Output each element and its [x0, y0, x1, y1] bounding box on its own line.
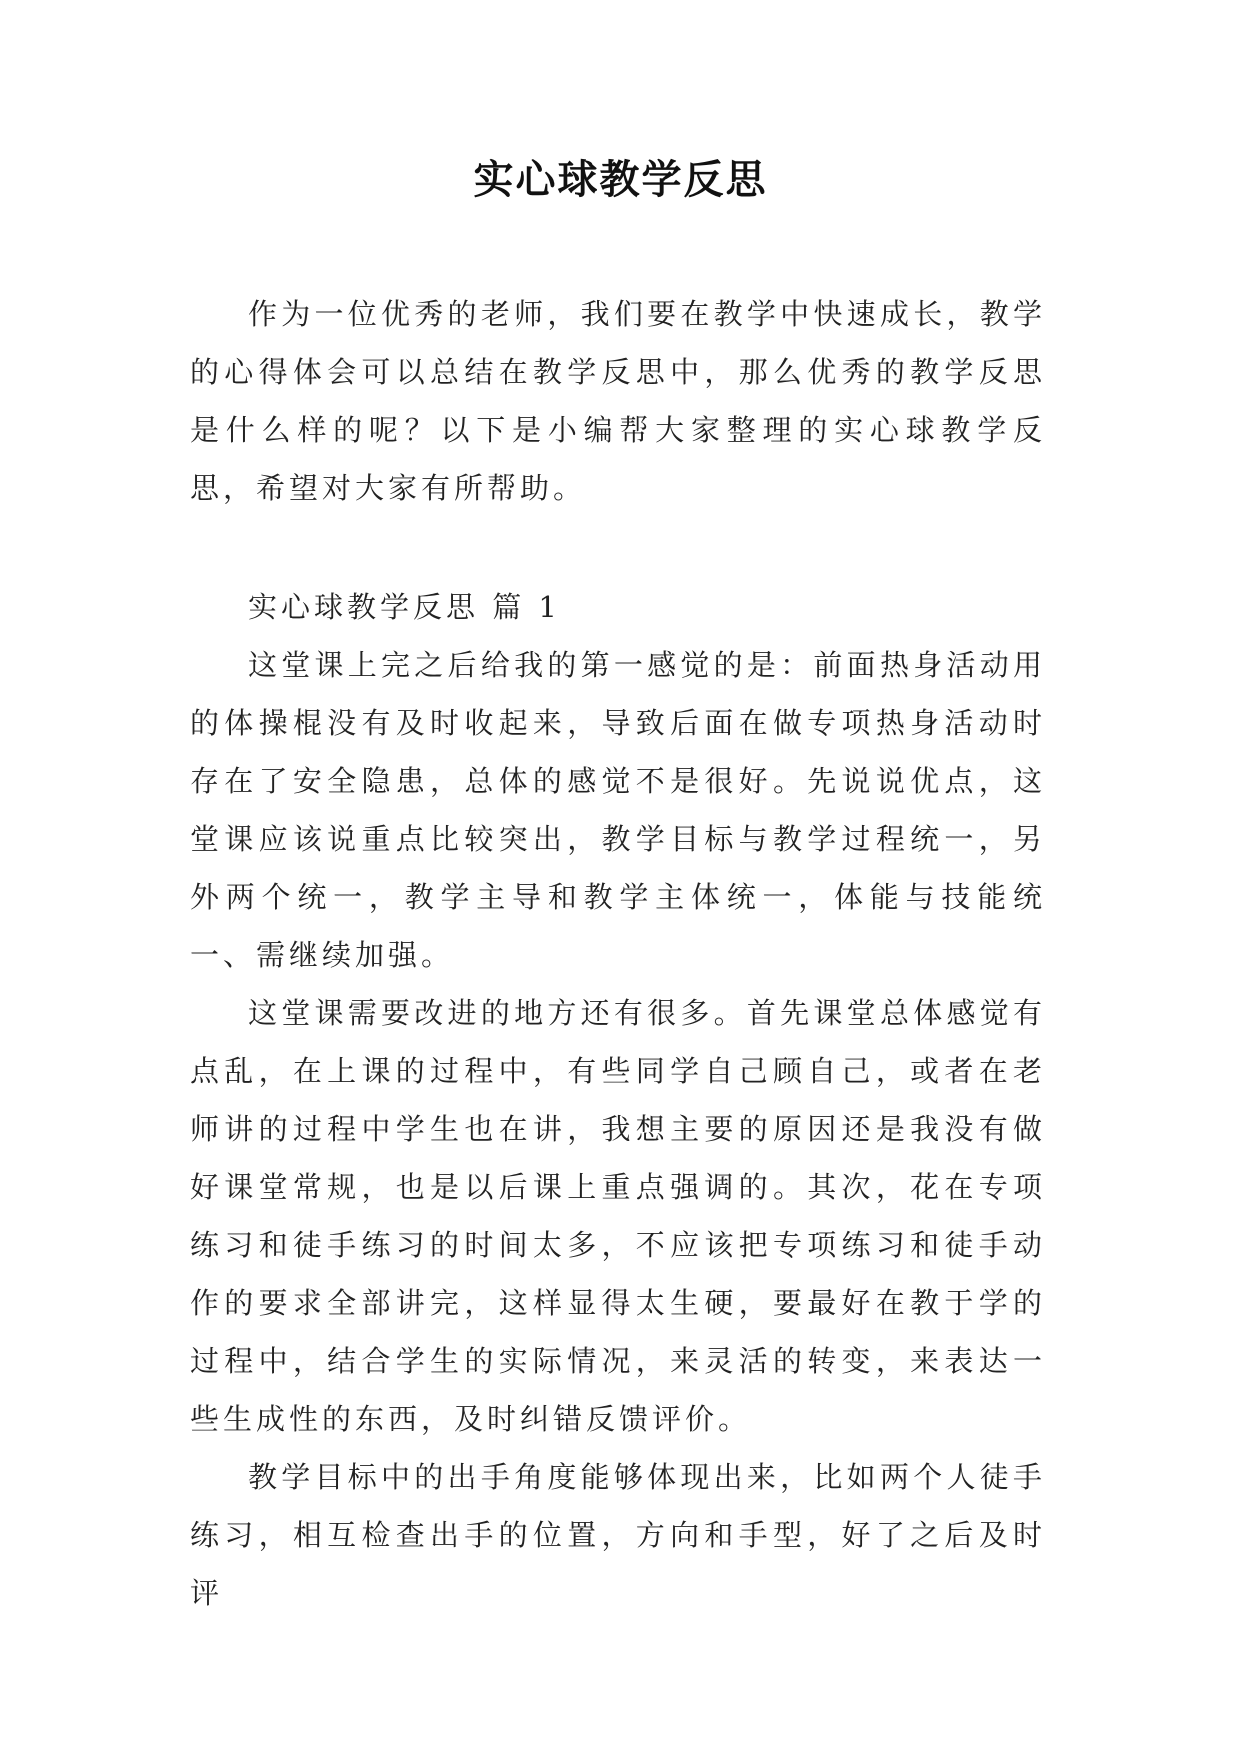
- intro-paragraph: 作为一位优秀的老师，我们要在教学中快速成长，教学的心得体会可以总结在教学反思中，那么优秀的教学反思是什么样的呢？以下是小编帮大家整理的实心球教学反思，希望对大家有所帮助。: [190, 297, 1046, 505]
- section-heading: 实心球教学反思 篇 1: [248, 590, 561, 624]
- body-paragraph: 这堂课上完之后给我的第一感觉的是：前面热身活动用的体操棍没有及时收起来，导致后面在做专项热身活动时存在了安全隐患，总体的感觉不是很好。先说说优点，这堂课应该说重点比较突出，教学目标与教学过程统一，另外两个统一，教学主导和教学主体统一，体能与技能统一、需继续加强。: [190, 648, 1046, 972]
- body-paragraph: 教学目标中的出手角度能够体现出来，比如两个人徒手练习，相互检查出手的位置，方向和手型，好了之后及时评: [190, 1460, 1046, 1610]
- body-paragraph: 这堂课需要改进的地方还有很多。首先课堂总体感觉有点乱，在上课的过程中，有些同学自己顾自己，或者在老师讲的过程中学生也在讲，我想主要的原因还是我没有做好课堂常规，也是以后课上重点强调的。其次，花在专项练习和徒手练习的时间太多，不应该把专项练习和徒手动作的要求全部讲完，这样显得太生硬，要最好在教于学的过程中，结合学生的实际情况，来灵活的转变，来表达一些生成性的东西，及时纠错反馈评价。: [190, 996, 1046, 1436]
- document-title: 实心球教学反思: [473, 156, 768, 203]
- section-heading-block: [190, 578, 1046, 636]
- section-body: [190, 636, 1046, 1622]
- intro-block: [190, 285, 1046, 517]
